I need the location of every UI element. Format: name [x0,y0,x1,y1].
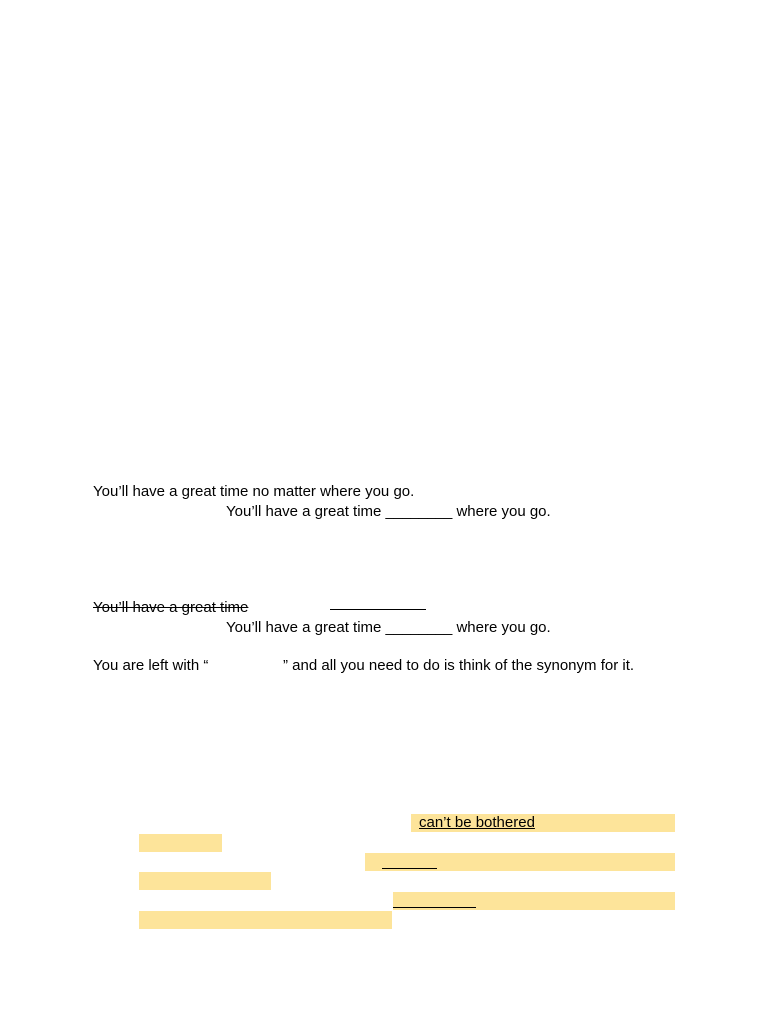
highlighted-phrase: can’t be bothered [419,814,535,831]
explanation-text-start: You are left with “ [93,657,209,674]
highlight-bar [139,911,392,929]
blank-answer-line [382,868,437,869]
struck-out-phrase: You’ll have a great time [93,599,249,616]
explanation-text-end: ” and all you need to do is think of the synonym for it. [283,657,635,674]
blank-answer-line [393,907,476,908]
highlight-bar [139,834,222,852]
example-sentence-original: You’ll have a great time no matter where you go. [93,483,415,500]
example2-sentence-rewritten: You’ll have a great time ________ where you go. [226,619,551,636]
highlight-bar [139,872,271,890]
blank-answer-line [330,609,426,610]
example-sentence-rewritten: You’ll have a great time ________ where you go. [226,503,551,520]
